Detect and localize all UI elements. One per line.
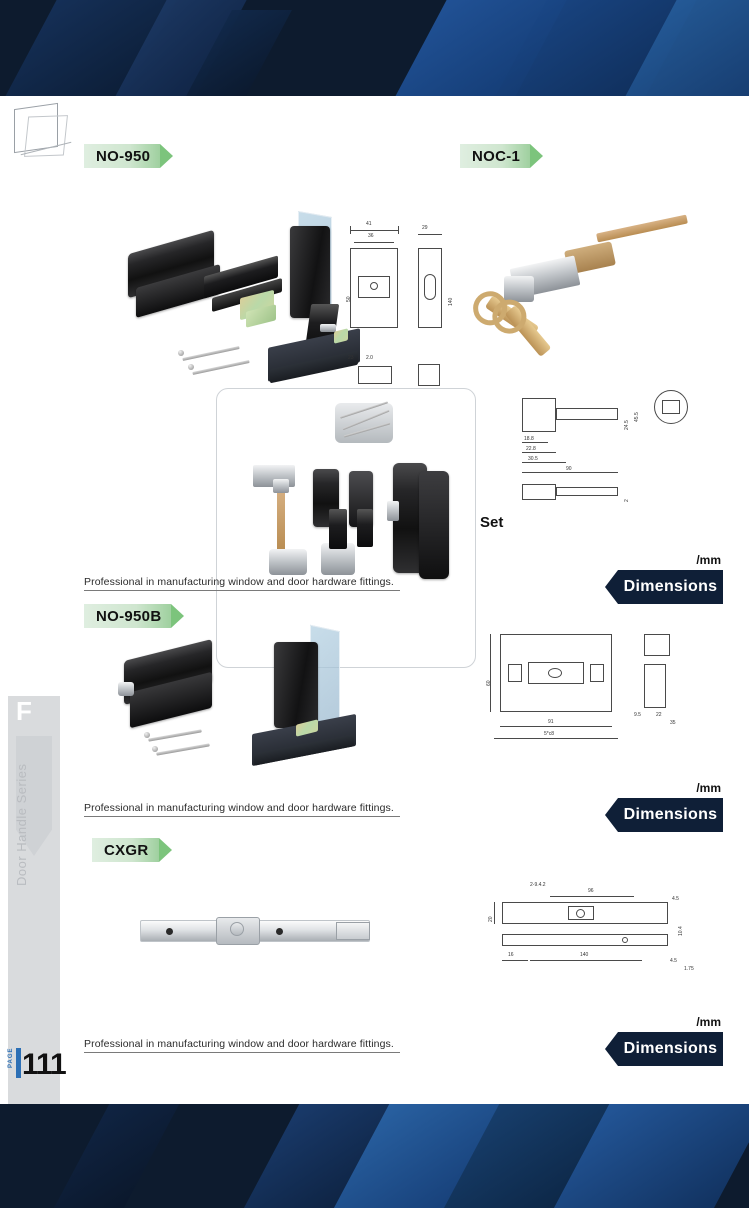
technical-drawing-noc-1 <box>512 372 712 542</box>
drawing-dim-value: 2-9.4.2 <box>530 882 546 888</box>
tagline-no-950: Professional in manufacturing window and door hardware fittings. <box>84 576 400 591</box>
drawing-dim-value: 30.5 <box>528 456 538 462</box>
tag-arrow-icon <box>159 838 172 862</box>
dimensions-arrow-icon <box>605 1032 618 1066</box>
top-decorative-banner <box>0 0 749 96</box>
page-spine <box>8 96 60 1104</box>
drawing-dim-value: 22.8 <box>526 446 536 452</box>
product-photo-no-950b-assembled <box>246 620 386 770</box>
technical-drawing-no-950b <box>472 620 712 780</box>
dimensions-label: Dimensions <box>623 1040 718 1057</box>
page-number: 111 <box>22 1048 66 1081</box>
drawing-dim-value: 45.5 <box>634 412 640 422</box>
product-tag-noc-1 <box>460 144 543 168</box>
drawing-dim-value: 9.5 <box>634 712 641 718</box>
tagline-cxgr: Professional in manufacturing window and door hardware fittings. <box>84 1038 400 1053</box>
spine-section-letter: F <box>16 696 32 726</box>
drawing-dim-value: 96 <box>588 888 594 894</box>
catalog-page <box>8 96 741 1104</box>
page-content <box>60 96 741 1104</box>
page-number-label: PAGE <box>8 1047 14 1068</box>
drawing-dim-value: 24.5 <box>624 420 630 430</box>
drawing-dim-value: 60 <box>486 680 492 686</box>
drawing-dim-value: 16 <box>508 952 514 958</box>
drawing-dim-value: 35 <box>670 720 676 726</box>
drawing-dim-value: 23 <box>348 355 354 361</box>
drawing-dim-value: 41 <box>366 221 372 227</box>
dimensions-arrow-icon <box>605 570 618 604</box>
drawing-dim-value: 91 <box>548 719 554 725</box>
dimensions-banner-no-950 <box>605 553 723 604</box>
drawing-dim-value: 90 <box>566 466 572 472</box>
dimensions-unit: /mm <box>696 553 721 567</box>
drawing-dim-value: 4.5 <box>670 958 677 964</box>
product-tag-label: NOC-1 <box>472 147 521 165</box>
product-tag-label: NO-950 <box>96 147 151 165</box>
product-photo-no-950b-parts <box>114 636 264 766</box>
tag-arrow-icon <box>171 604 184 628</box>
drawing-dim-value: 18.8 <box>524 436 534 442</box>
drawing-dim-value: 4.5 <box>672 896 679 902</box>
product-tag-cxgr <box>92 838 172 862</box>
tag-arrow-icon <box>530 144 543 168</box>
drawing-dim-value: 20 <box>488 916 494 922</box>
drawing-dim-value: 50 <box>346 296 352 302</box>
dimensions-label: Dimensions <box>623 578 718 595</box>
drawing-dim-value: 36 <box>368 233 374 239</box>
spine-series-label: Door Handle Series <box>14 763 29 886</box>
dimensions-banner-no-950b <box>605 781 723 832</box>
drawing-dim-value: 2 <box>624 499 630 502</box>
bottom-decorative-banner <box>0 1104 749 1208</box>
drawing-dim-value: 29 <box>422 225 428 231</box>
dimensions-unit: /mm <box>696 781 721 795</box>
dimensions-label: Dimensions <box>623 806 718 823</box>
drawing-dim-value: 10.4 <box>678 926 684 936</box>
drawing-dim-value: 22 <box>656 712 662 718</box>
dimensions-arrow-icon <box>605 798 618 832</box>
set-caption: Set <box>480 514 504 531</box>
product-tag-no-950 <box>84 144 173 168</box>
drawing-dim-value: 2.0 <box>366 355 373 361</box>
tag-arrow-icon <box>160 144 173 168</box>
product-photo-noc-1 <box>460 214 710 394</box>
drawing-dim-value: 140 <box>448 297 454 306</box>
product-tag-no-950b <box>84 604 184 628</box>
banner-shape <box>40 1104 190 1208</box>
drawing-dim-value: 140 <box>580 952 589 958</box>
dimensions-banner-cxgr <box>605 1015 723 1066</box>
drawing-dim-value: 5*c8 <box>544 731 555 737</box>
product-tag-label: NO-950B <box>96 607 162 625</box>
tagline-no-950b: Professional in manufacturing window and door hardware fittings. <box>84 802 400 817</box>
product-tag-label: CXGR <box>104 841 149 859</box>
page-number-accent-bar <box>16 1048 21 1078</box>
technical-drawing-cxgr <box>472 876 712 1016</box>
dimensions-unit: /mm <box>696 1015 721 1029</box>
product-photo-cxgr <box>140 906 380 966</box>
drawing-dim-value: 1.75 <box>684 966 694 972</box>
